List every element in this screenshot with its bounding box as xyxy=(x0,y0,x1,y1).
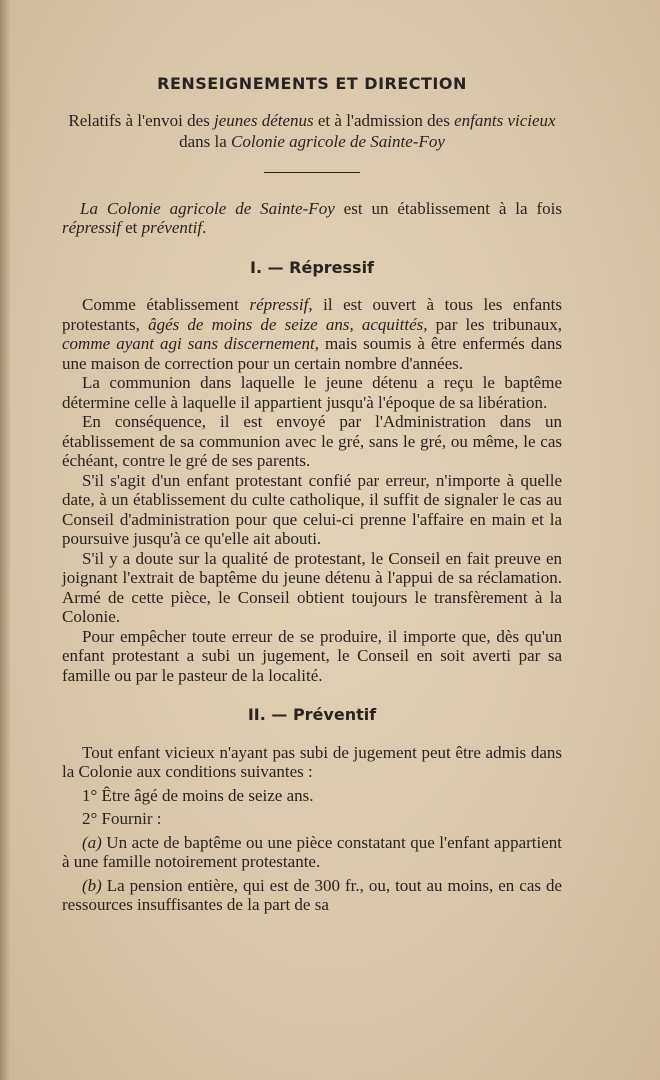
intro-paragraph xyxy=(62,199,562,238)
paragraph-text: par les tribunaux, xyxy=(427,314,562,334)
paragraph: La communion dans laquelle le jeune détenu a reçu le baptême détermine celle à laquelle il appartient jusqu'à l'époque de sa libération. xyxy=(62,373,562,412)
section-heading-preventif: II. — Préventif xyxy=(247,705,377,724)
paragraph-text: mais soumis à être enfermés dans une maison de correction pour un certain nombre d'années. xyxy=(62,334,562,373)
paragraph-text: il est ouvert à tous les enfants protestants, xyxy=(62,295,563,334)
condition-subitem xyxy=(62,876,562,915)
paragraph: En conséquence, il est envoyé par l'Administration dans un établissement de sa communion avec le gré, sans le gré, ou même, le cas échéant, contre le gré de ses parents. xyxy=(62,412,562,470)
page-edge-shadow xyxy=(0,0,10,1080)
subtitle-italic: jeunes détenus xyxy=(214,110,314,130)
subitem-label: (b) xyxy=(82,875,102,895)
paragraph-italic: âgés de moins de seize ans, acquittés, xyxy=(148,314,428,334)
paragraph-text: Comme établissement xyxy=(82,295,250,314)
paragraph: Tout enfant vicieux n'ayant pas subi de jugement peut être admis dans la Colonie aux conditions suivantes : xyxy=(62,742,562,781)
subitem-text: Un acte de baptême ou une pièce constatant que l'enfant appartient à une famille notoirement protestante. xyxy=(62,832,562,871)
intro-italic: préventif xyxy=(141,218,203,237)
intro-text: et xyxy=(120,218,142,237)
subtitle-text: et à l'admission des xyxy=(313,110,455,130)
subtitle-italic: enfants vicieux xyxy=(454,110,556,130)
subitem-text: La pension entière, qui est de 300 fr., ou, tout au moins, en cas de ressources insuffisantes de la part de sa xyxy=(62,875,562,914)
intro-text: . xyxy=(202,218,207,237)
section-heading-repressif: I. — Répressif xyxy=(249,257,375,277)
condition-item: 2° Fournir : xyxy=(82,809,162,828)
document-title: RENSEIGNEMENTS ET DIRECTION xyxy=(157,74,467,93)
paragraph: S'il s'agit d'un enfant protestant confié par erreur, n'importe à quelle date, à un établissement du culte catholique, il suffit de signaler le cas au Conseil d'administration pour que celui-ci prenne l'affaire en main et la poursuive jusqu'à ce qu'elle ait abouti. xyxy=(62,470,562,548)
intro-italic: répressif xyxy=(62,218,121,237)
subtitle-text: Relatifs à l'envoi des xyxy=(68,110,215,130)
paragraph xyxy=(62,295,562,373)
intro-text: est un établissement à la fois xyxy=(334,198,562,218)
document-body xyxy=(62,70,562,915)
condition-subitem xyxy=(62,833,562,872)
intro-italic: La Colonie agricole de Sainte-Foy xyxy=(80,198,335,218)
subitem-label: (a) xyxy=(82,832,102,852)
divider xyxy=(264,172,360,173)
subtitle-italic: Colonie agricole de Sainte-Foy xyxy=(231,131,445,151)
condition-item: 1° Être âgé de moins de seize ans. xyxy=(82,785,314,805)
paragraph: Pour empêcher toute erreur de se produire, il importe que, dès qu'un enfant protestant a subi un jugement, le Conseil en soit averti par sa famille ou par le pasteur de la localité. xyxy=(62,626,562,685)
paragraph: S'il y a doute sur la qualité de protestant, le Conseil en fait preuve en joignant l'extrait de baptême du jeune détenu à l'appui de sa réclamation. Armé de cette pièce, le Conseil obtient toujours le transfèrement à la Colonie. xyxy=(62,548,562,626)
document-subtitle xyxy=(62,110,562,152)
subtitle-text: dans la xyxy=(179,131,232,151)
paragraph-italic: comme ayant agi sans discernement, xyxy=(62,334,319,353)
paragraph-italic: répressif, xyxy=(249,295,313,314)
